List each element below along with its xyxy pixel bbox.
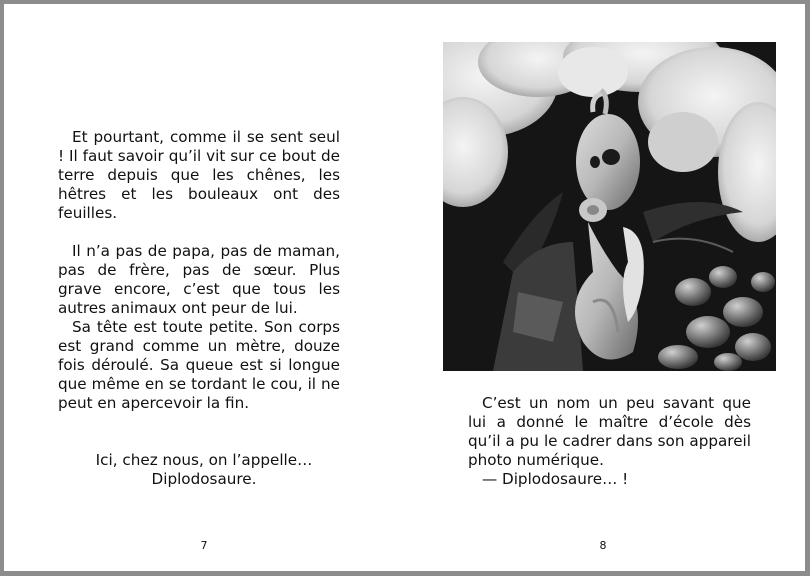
page-number-left: 7 <box>200 539 208 552</box>
diplodosaure-photo <box>443 42 776 371</box>
closing-line-2: Diplodosaure. <box>151 470 257 488</box>
left-page-text <box>58 128 340 413</box>
paragraph-1: Et pourtant, comme il se sent seul ! Il faut savoir qu’il vit sur ce bout de terre depuis que les chênes, les hêtres et les bouleaux ont des feuilles. <box>58 128 340 222</box>
paragraph-2: Il n’a pas de papa, pas de maman, pas de frère, pas de sœur. Plus grave encore, c’est que tous les autres animaux ont peur de lui. <box>58 242 340 317</box>
paragraph-5: — Diplodosaure… ! <box>482 470 629 488</box>
right-page <box>405 0 810 576</box>
page-number-right: 8 <box>599 539 607 552</box>
paragraph-3: Sa tête est toute petite. Son corps est grand comme un mètre, douze fois déroulé. Sa queue est si longue que même en se tordant le cou, il ne peut en apercevoir la fin. <box>58 318 340 412</box>
paragraph-4: C’est un nom un peu savant que lui a donné le maître d’école dès qu’il a pu le cadrer dans son appareil photo numérique. <box>468 394 751 469</box>
photo-illustration <box>443 42 776 371</box>
closing-lines <box>58 451 350 489</box>
right-page-text <box>468 394 751 489</box>
closing-line-1: Ici, chez nous, on l’appelle… <box>95 451 313 469</box>
